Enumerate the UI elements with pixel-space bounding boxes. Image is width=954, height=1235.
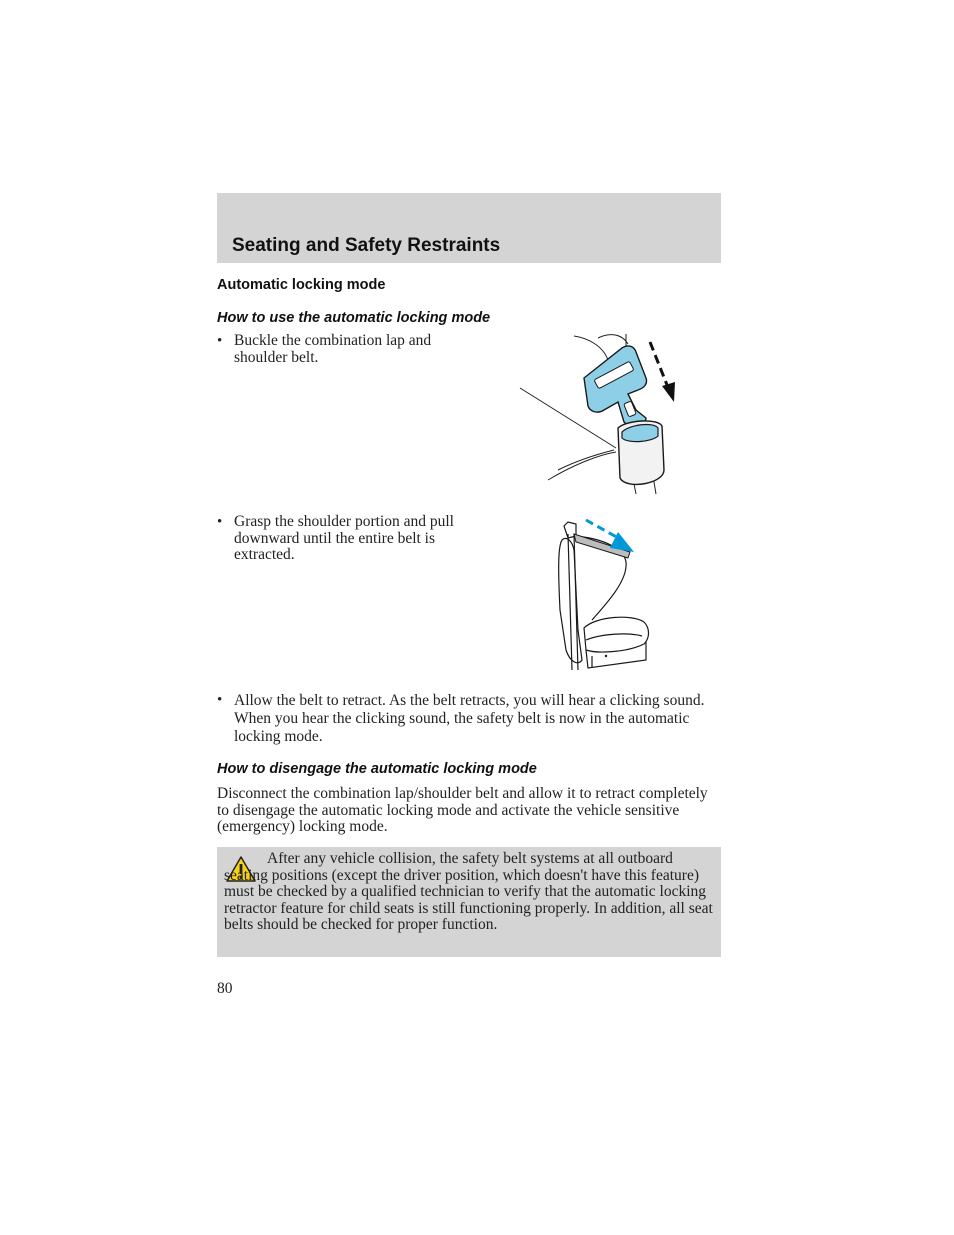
header-band xyxy=(217,193,721,263)
seat-belt-illustration xyxy=(552,510,654,680)
warning-box xyxy=(217,847,721,957)
disengage-paragraph: Disconnect the combination lap/shoulder belt and allow it to retract completely to disengage the automatic locking mode and activate the vehicle sensitive (emergency) locking mode. xyxy=(217,785,708,835)
bullet-text: Grasp the shoulder portion and pull downward until the entire belt is extracted. xyxy=(234,513,454,563)
page-title: Seating and Safety Restraints xyxy=(232,235,501,256)
bullet-icon: • xyxy=(217,692,223,708)
tongue-plate xyxy=(584,346,647,432)
list-item xyxy=(217,692,721,746)
arrow-down-icon xyxy=(650,342,675,402)
warning-text: After any vehicle collision, the safety belt systems at all outboard seating positions (except the driver position, which doesn't have this feature) must be checked by a qualified technician to verify that the automatic locking retractor feature for child seats is still functioning properly. In addition, all seat belts should be checked for proper function. xyxy=(224,850,713,933)
bullet-icon: • xyxy=(217,333,223,349)
bullet-text: Allow the belt to retract. As the belt retracts, you will hear a clicking sound. When you hear the clicking sound, the safety belt is now in the automatic locking mode. xyxy=(234,692,705,745)
page-number: 80 xyxy=(217,980,233,997)
bullet-icon: • xyxy=(217,514,223,530)
list-item xyxy=(217,333,467,366)
section-heading: Automatic locking mode xyxy=(217,277,386,293)
list-item xyxy=(217,514,467,564)
bullet-text: Buckle the combination lap and shoulder belt. xyxy=(234,332,432,366)
buckle-illustration xyxy=(518,330,680,500)
disengage-subheading: How to disengage the automatic locking mode xyxy=(217,761,537,777)
use-mode-subheading: How to use the automatic locking mode xyxy=(217,310,491,326)
